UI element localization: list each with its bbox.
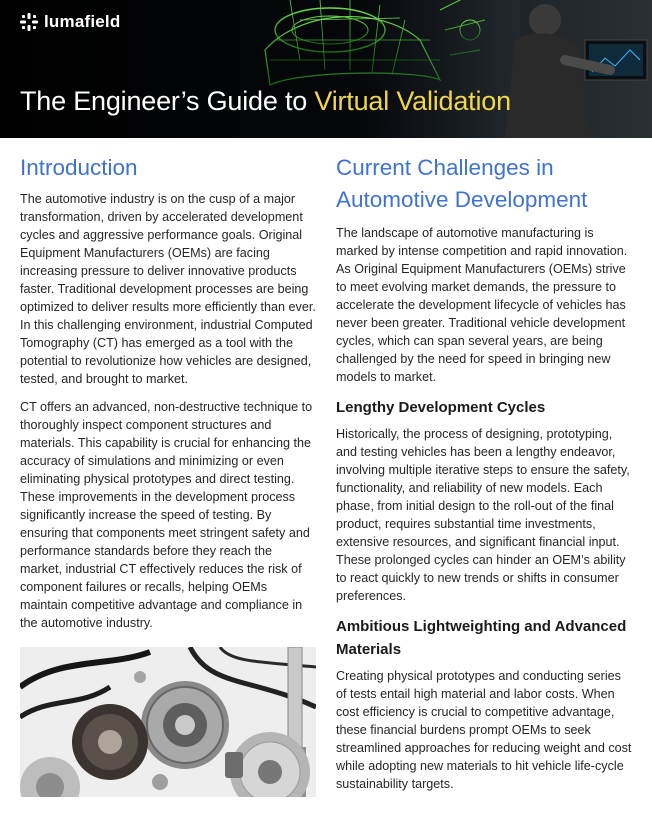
intro-paragraph-2: CT offers an advanced, non-destructive technique to thoroughly inspect component structures and materials. This capability is crucial for enhancing the accuracy of simulations and minimizing or even eliminating physical prototypes and direct testing. These improvements in the development process significantly increase the speed of testing. By ensuring that components meet stringent safety and performance standards before they reach the market, industrial CT effectively reduces the risk of component failures or recalls, helping OEMs maintain competitive advantage and compliance in the automotive industry. <box>20 400 313 630</box>
lightweighting-paragraph: Creating physical prototypes and conducting series of tests entail high material and labor costs. When cost efficiency is crucial to competitive advantage, these financial burdens prompt OEMs to seek streamlined approaches for reducing weight and cost while adopting new materials to hit vehicle life-cycle sustainability targets. <box>336 669 632 791</box>
challenges-heading: Current Challenges in Automotive Development <box>336 155 588 212</box>
title-accent: Virtual Validation <box>314 86 511 116</box>
automotive-parts-illustration <box>20 647 316 797</box>
logo-text: lumafield <box>44 12 121 31</box>
lightweighting-heading: Ambitious Lightweighting and Advanced Materials <box>336 618 627 658</box>
right-column <box>336 152 632 803</box>
lengthy-cycles-heading: Lengthy Development Cycles <box>336 399 546 416</box>
title-prefix: The Engineer’s Guide to <box>20 86 315 116</box>
introduction-heading: Introduction <box>20 155 138 180</box>
document-title <box>20 86 511 117</box>
challenges-intro-paragraph: The landscape of automotive manufacturing is marked by intense competition and rapid innovation. As Original Equipment Manufacturers (OEMs) strive to meet evolving market demands, the pressure to accelerate the development lifecycle of vehicles has never been greater. Traditional vehicle development cycles, which can span several years, are being challenged by the need for speed in bringing new models to market. <box>336 226 628 384</box>
lengthy-cycles-paragraph: Historically, the process of designing, prototyping, and testing vehicles has been a lengthy endeavor, involving multiple iterative steps to ensure the safety, functionality, and reliability of new models. Each phase, from initial design to the roll-out of the final product, requires substantial time investments, extensive resources, and significant financial input. These prolonged cycles can hinder an OEM’s ability to react quickly to new trends or shifts in consumer preferences. <box>336 427 630 603</box>
automotive-parts-photo <box>20 647 316 797</box>
lumafield-mark-icon <box>20 13 38 31</box>
left-column <box>20 152 316 642</box>
lumafield-logo <box>20 12 120 32</box>
intro-paragraph-1: The automotive industry is on the cusp of a major transformation, driven by accelerated development cycles and aggressive performance goals. Original Equipment Manufacturers (OEMs) are facing increasing pressure to deliver innovative products faster. Traditional development processes are being optimized to deliver results more efficiently than ever. In this challenging environment, industrial Computed Tomography (CT) has emerged as a tool with the potential to revolutionize how vehicles are designed, tested, and brought to market. <box>20 192 316 386</box>
hero-banner <box>0 0 652 138</box>
